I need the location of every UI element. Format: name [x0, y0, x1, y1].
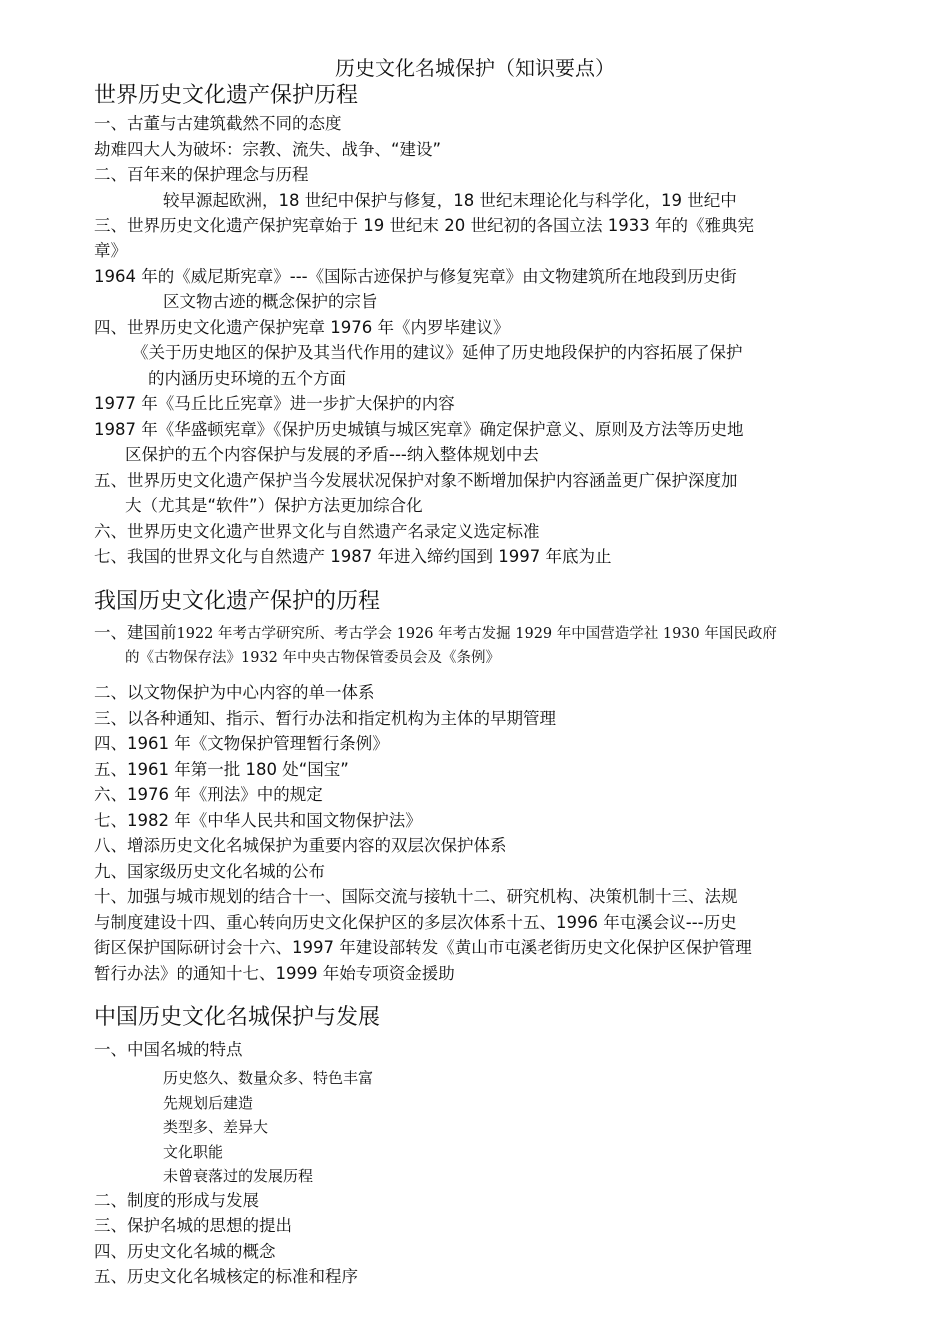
- text-line: 三、以各种通知、指示、暂行办法和指定机构为主体的早期管理: [94, 709, 556, 728]
- text-line: 六、1976 年《刑法》中的规定: [94, 785, 323, 804]
- text-line: 的《古物保存法》1932 年中央古物保管委员会及《条例》: [125, 650, 501, 666]
- text-line: 与制度建设十四、重心转向历史文化保护区的多层次体系十五、1996 年屯溪会议---历史: [94, 913, 737, 932]
- text-line: 一、古董与古建筑截然不同的态度: [94, 114, 342, 133]
- section-heading-china: 我国历史文化遗产保护的历程: [94, 589, 381, 614]
- document-title: 历史文化名城保护（知识要点）: [335, 56, 615, 80]
- text-line: 七、我国的世界文化与自然遗产 1987 年进入缔约国到 1997 年底为止: [94, 547, 612, 566]
- sub-item: 文化职能: [163, 1143, 224, 1161]
- text-line: 街区保护国际研讨会十六、1997 年建设部转发《黄山市屯溪老街历史文化保护区保护管理: [94, 938, 752, 957]
- text-line: 暂行办法》的通知十七、1999 年始专项资金援助: [94, 964, 455, 983]
- text-line: 二、百年来的保护理念与历程: [94, 165, 309, 184]
- text-line: [94, 620, 777, 648]
- section-heading-famous-cities: 中国历史文化名城保护与发展: [94, 1005, 381, 1030]
- sub-item: 先规划后建造: [163, 1094, 254, 1112]
- text-line: 劫难四大人为破坏：宗教、流失、战争、“建设”: [94, 140, 442, 159]
- text-line: 四、世界历史文化遗产保护宪章 1976 年《内罗毕建议》: [94, 318, 510, 337]
- text-line: 较早源起欧洲，18 世纪中保护与修复，18 世纪末理论化与科学化，19 世纪中: [163, 191, 737, 210]
- text-line: 的内涵历史环境的五个方面: [148, 369, 346, 388]
- text-line: 大（尤其是“软件”）保护方法更加综合化: [125, 496, 423, 515]
- text-line: 五、世界历史文化遗产保护当今发展状况保护对象不断增加保护内容涵盖更广保护深度加: [94, 471, 738, 490]
- sub-item: 未曾衰落过的发展历程: [163, 1167, 314, 1185]
- text-line: 五、1961 年第一批 180 处“国宝”: [94, 760, 349, 779]
- item-lead: 一、建国前: [94, 623, 177, 642]
- item-text: 1922 年考古学研究所、考古学会 1926 年考古发掘 1929 年中国营造学社 1930 年国民政府: [176, 626, 777, 642]
- text-line: 区文物古迹的概念保护的宗旨: [163, 292, 378, 311]
- text-line: 1987 年《华盛顿宪章》《保护历史城镇与城区宪章》确定保护意义、原则及方法等历史地: [94, 420, 744, 439]
- text-line: 六、世界历史文化遗产世界文化与自然遗产名录定义选定标准: [94, 522, 540, 541]
- text-line: 1964 年的《威尼斯宪章》---《国际古迹保护与修复宪章》由文物建筑所在地段到历史街: [94, 267, 737, 286]
- sub-item: 类型多、差异大: [163, 1118, 269, 1136]
- text-line: 章》: [94, 241, 127, 260]
- text-line: 1977 年《马丘比丘宪章》进一步扩大保护的内容: [94, 394, 455, 413]
- sub-item: 历史悠久、数量众多、特色丰富: [163, 1069, 374, 1087]
- text-line: 七、1982 年《中华人民共和国文物保护法》: [94, 811, 422, 830]
- text-line: 二、制度的形成与发展: [94, 1191, 259, 1210]
- text-line: 一、中国名城的特点: [94, 1040, 243, 1059]
- text-line: 三、世界历史文化遗产保护宪章始于 19 世纪末 20 世纪初的各国立法 1933 年的《雅典宪: [94, 216, 754, 235]
- text-line: 区保护的五个内容保护与发展的矛盾---纳入整体规划中去: [125, 445, 539, 464]
- text-line: 二、以文物保护为中心内容的单一体系: [94, 683, 375, 702]
- text-line: 八、增添历史文化名城保护为重要内容的双层次保护体系: [94, 836, 507, 855]
- section-heading-world: 世界历史文化遗产保护历程: [94, 83, 359, 108]
- text-line: 五、历史文化名城核定的标准和程序: [94, 1267, 358, 1286]
- text-line: 四、1961 年《文物保护管理暂行条例》: [94, 734, 389, 753]
- text-line: 三、保护名城的思想的提出: [94, 1216, 292, 1235]
- text-line: 十、加强与城市规划的结合十一、国际交流与接轨十二、研究机构、决策机制十三、法规: [94, 887, 738, 906]
- text-line: 《关于历史地区的保护及其当代作用的建议》延伸了历史地段保护的内容拓展了保护: [132, 343, 743, 362]
- text-line: 四、历史文化名城的概念: [94, 1242, 276, 1261]
- text-line: 九、国家级历史文化名城的公布: [94, 862, 325, 881]
